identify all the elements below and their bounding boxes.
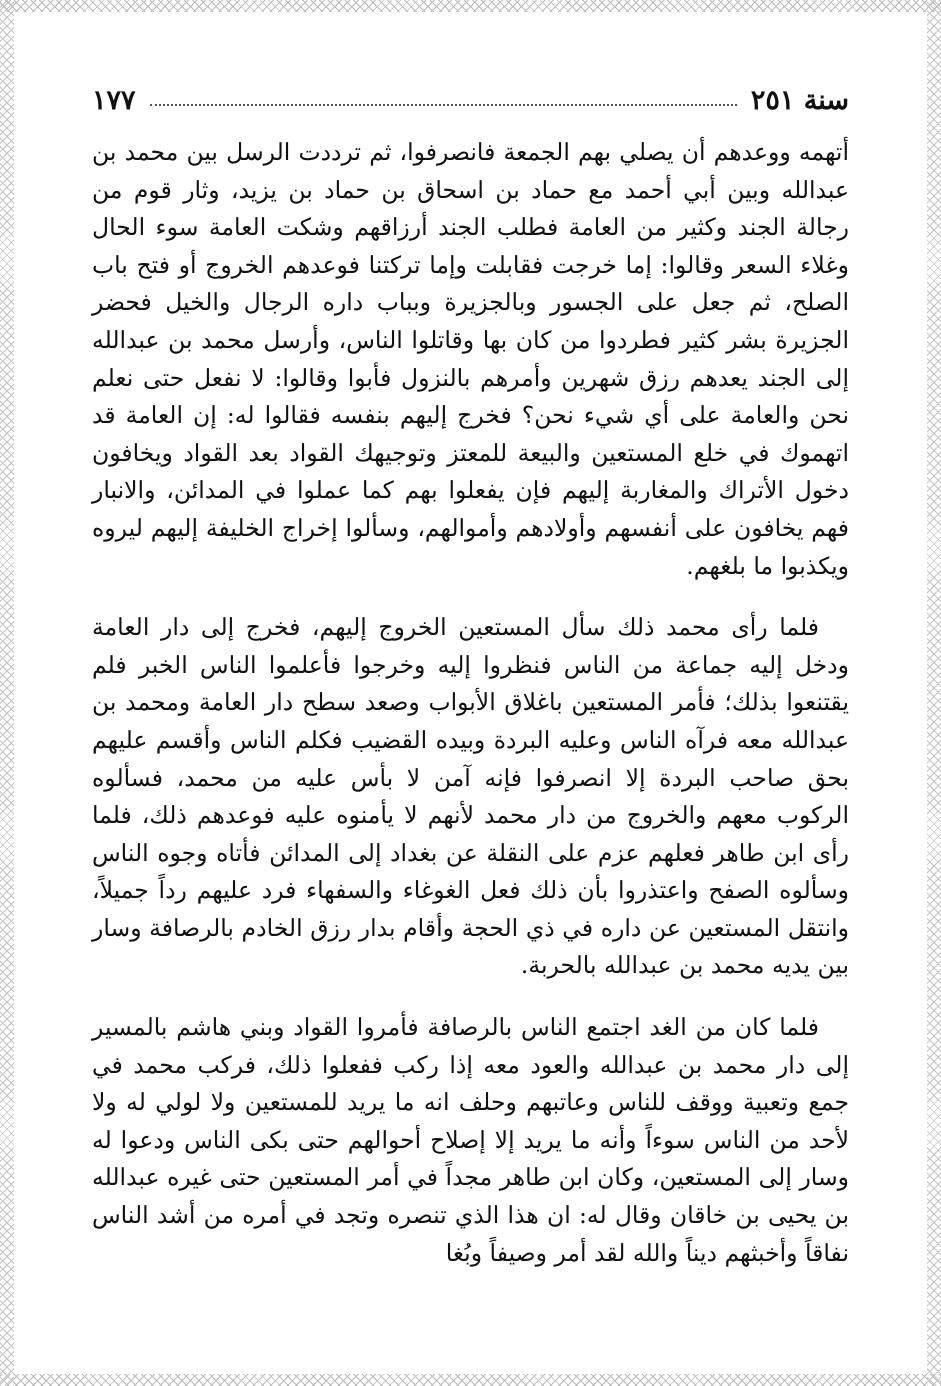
decorative-border-top — [0, 0, 941, 12]
decorative-border-right — [927, 0, 941, 1386]
header-leader-dots — [150, 104, 737, 106]
paragraph-1: أتهمه ووعدهم أن يصلي بهم الجمعة فانصرفوا، ثم ترددت الرسل بين محمد بن عبدالله وبين أبي أحمد مع حماد بن اسحاق بن حماد بن يزيد، وثار قوم من رجالة الجند وكثير من العامة فطلب الجند أرزاقهم وشكت العامة سوء الحال وغلاء السعر وقالوا: إما خرجت فقابلت وإما تركتنا فوعدهم الخروج أو فتح باب الصلح، ثم جعل على الجسور وبالجزيرة وبباب داره الرجال والخيل فحضر الجزيرة بشر كثير فطردوا من كان بها وقاتلوا الناس، وأرسل محمد بن عبدالله إلى الجند يعدهم رزق شهرين وأمرهم بالنزول فأبوا وقالوا: لا نفعل حتى نعلم نحن والعامة على أي شيء نحن؟ فخرج إليهم بنفسه فقالوا له: إن العامة قد اتهموك في خلع المستعين والبيعة للمعتز وتوجيهك القواد بعد القواد ويخافون دخول الأتراك والمغاربة إليهم فإن يفعلوا بهم كما عملوا في المدائن، والانبار فهم يخافون على أنفسهم وأولادهم وأموالهم، وسألوا إخراج الخليفة إليهم ليروه ويكذبوا ما بلغهم. — [92, 138, 849, 580]
running-title: سنة ٢٥١ — [750, 84, 849, 116]
paragraph-2: فلما رأى محمد ذلك سأل المستعين الخروج إليهم، فخرج إلى دار العامة ودخل إليه جماعة من الناس فنظروا إليه وخرجوا فأعلموا الناس الخبر فلم يقتنعوا بذلك؛ فأمر المستعين باغلاق الأبواب وصعد سطح دار العامة ومحمد بن عبدالله معه فرآه الناس وعليه البردة وبيده القضيب فكلم الناس وأقسم عليهم بحق صاحب البردة إلا انصرفوا فإنه آمن لا بأس عليه من محمد، فسألوه الركوب معهم والخروج من دار محمد لأنهم لا يأمنوه عليه فوعدهم ذلك، فلما رأى ابن طاهر فعلهم عزم على النقلة عن بغداد إلى المدائن فأتاه وجوه الناس وسألوه الصفح واعتذروا بأن ذلك فعل الغوغاء والسفهاء فرد عليهم رداً جميلاً، وانتقل المستعين عن داره في ذي الحجة وأقام بدار رزق الخادم بالرصافة وسار بين يديه محمد بن عبدالله بالحربة. — [92, 613, 849, 980]
decorative-border-left — [0, 0, 14, 1386]
decorative-border-bottom — [0, 1374, 941, 1386]
page-body — [92, 134, 849, 1272]
page-header — [92, 82, 849, 118]
paragraph-3: فلما كان من الغد اجتمع الناس بالرصافة فأمروا القواد وبني هاشم بالمسير إلى دار محمد بن عبدالله والعود معه إذا ركب ففعلوا ذلك، فركب محمد في جمع وتعبية ووقف للناس وعاتبهم وحلف انه ما يريد للمستعين ولا لولي له ولا لأحد من الناس سوءاً وأنه ما يريد إلا إصلاح أحوالهم حتى بكى الناس ودعوا له وسار إلى المستعين، وكان ابن طاهر مجداً في أمر المستعين حتى غيره عبدالله بن يحيى بن خاقان وقال له: ان هذا الذي تنصره وتجد في أمره من أشد الناس نفاقاً وأخبثهم ديناً والله لقد أمر وصيفاً وبُغا — [92, 1013, 849, 1267]
page-number: ١٧٧ — [92, 84, 136, 116]
